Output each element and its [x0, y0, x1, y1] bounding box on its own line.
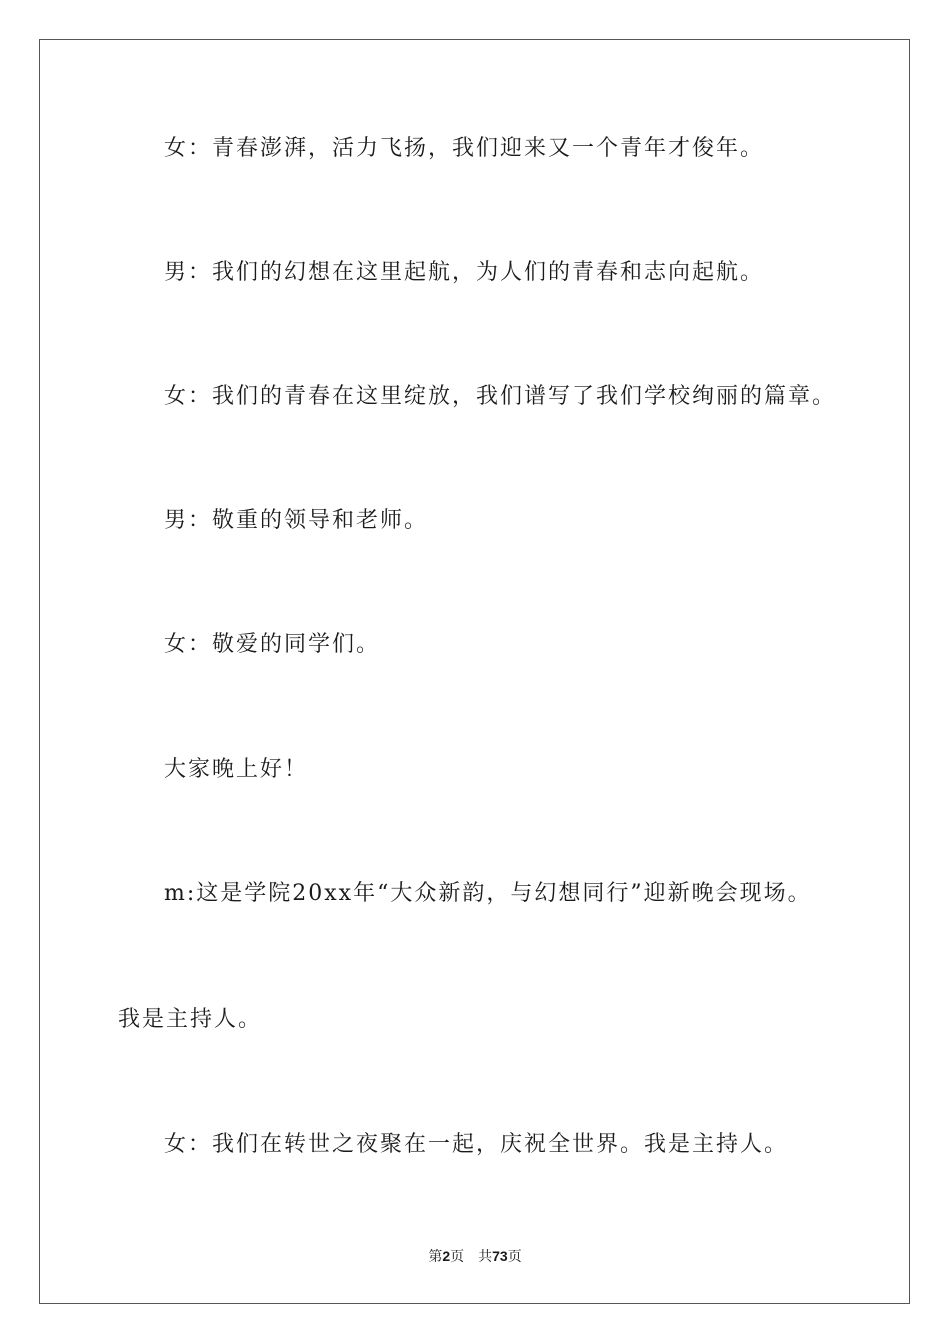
page-number-footer: [0, 1246, 950, 1266]
paragraph-3: 女：我们的青春在这里绽放，我们谱写了我们学校绚丽的篇章。: [164, 384, 837, 409]
paragraph-5: 女：敬爱的同学们。: [164, 632, 381, 657]
paragraph-1: 女：青春澎湃，活力飞扬，我们迎来又一个青年才俊年。: [164, 136, 765, 161]
page-prefix: 第: [428, 1249, 443, 1265]
paragraph-7: m:这是学院20xx年“大众新韵，与幻想同行”迎新晚会现场。: [164, 881, 812, 906]
paragraph-4: 男：敬重的领导和老师。: [164, 508, 429, 533]
paragraph-6: 大家晚上好！: [164, 757, 309, 782]
total-prefix: 共: [478, 1249, 493, 1265]
paragraph-8: 女：我们在转世之夜聚在一起，庆祝全世界。我是主持人。: [164, 1132, 789, 1157]
paragraph-7-continuation: 我是主持人。: [118, 1007, 263, 1032]
paragraph-2: 男：我们的幻想在这里起航，为人们的青春和志向起航。: [164, 260, 765, 285]
total-suffix: 页: [507, 1249, 522, 1265]
page-border: [39, 39, 910, 1304]
page-current: 2: [442, 1248, 451, 1264]
page-suffix: 页: [450, 1249, 465, 1265]
page-total: 73: [492, 1248, 508, 1264]
